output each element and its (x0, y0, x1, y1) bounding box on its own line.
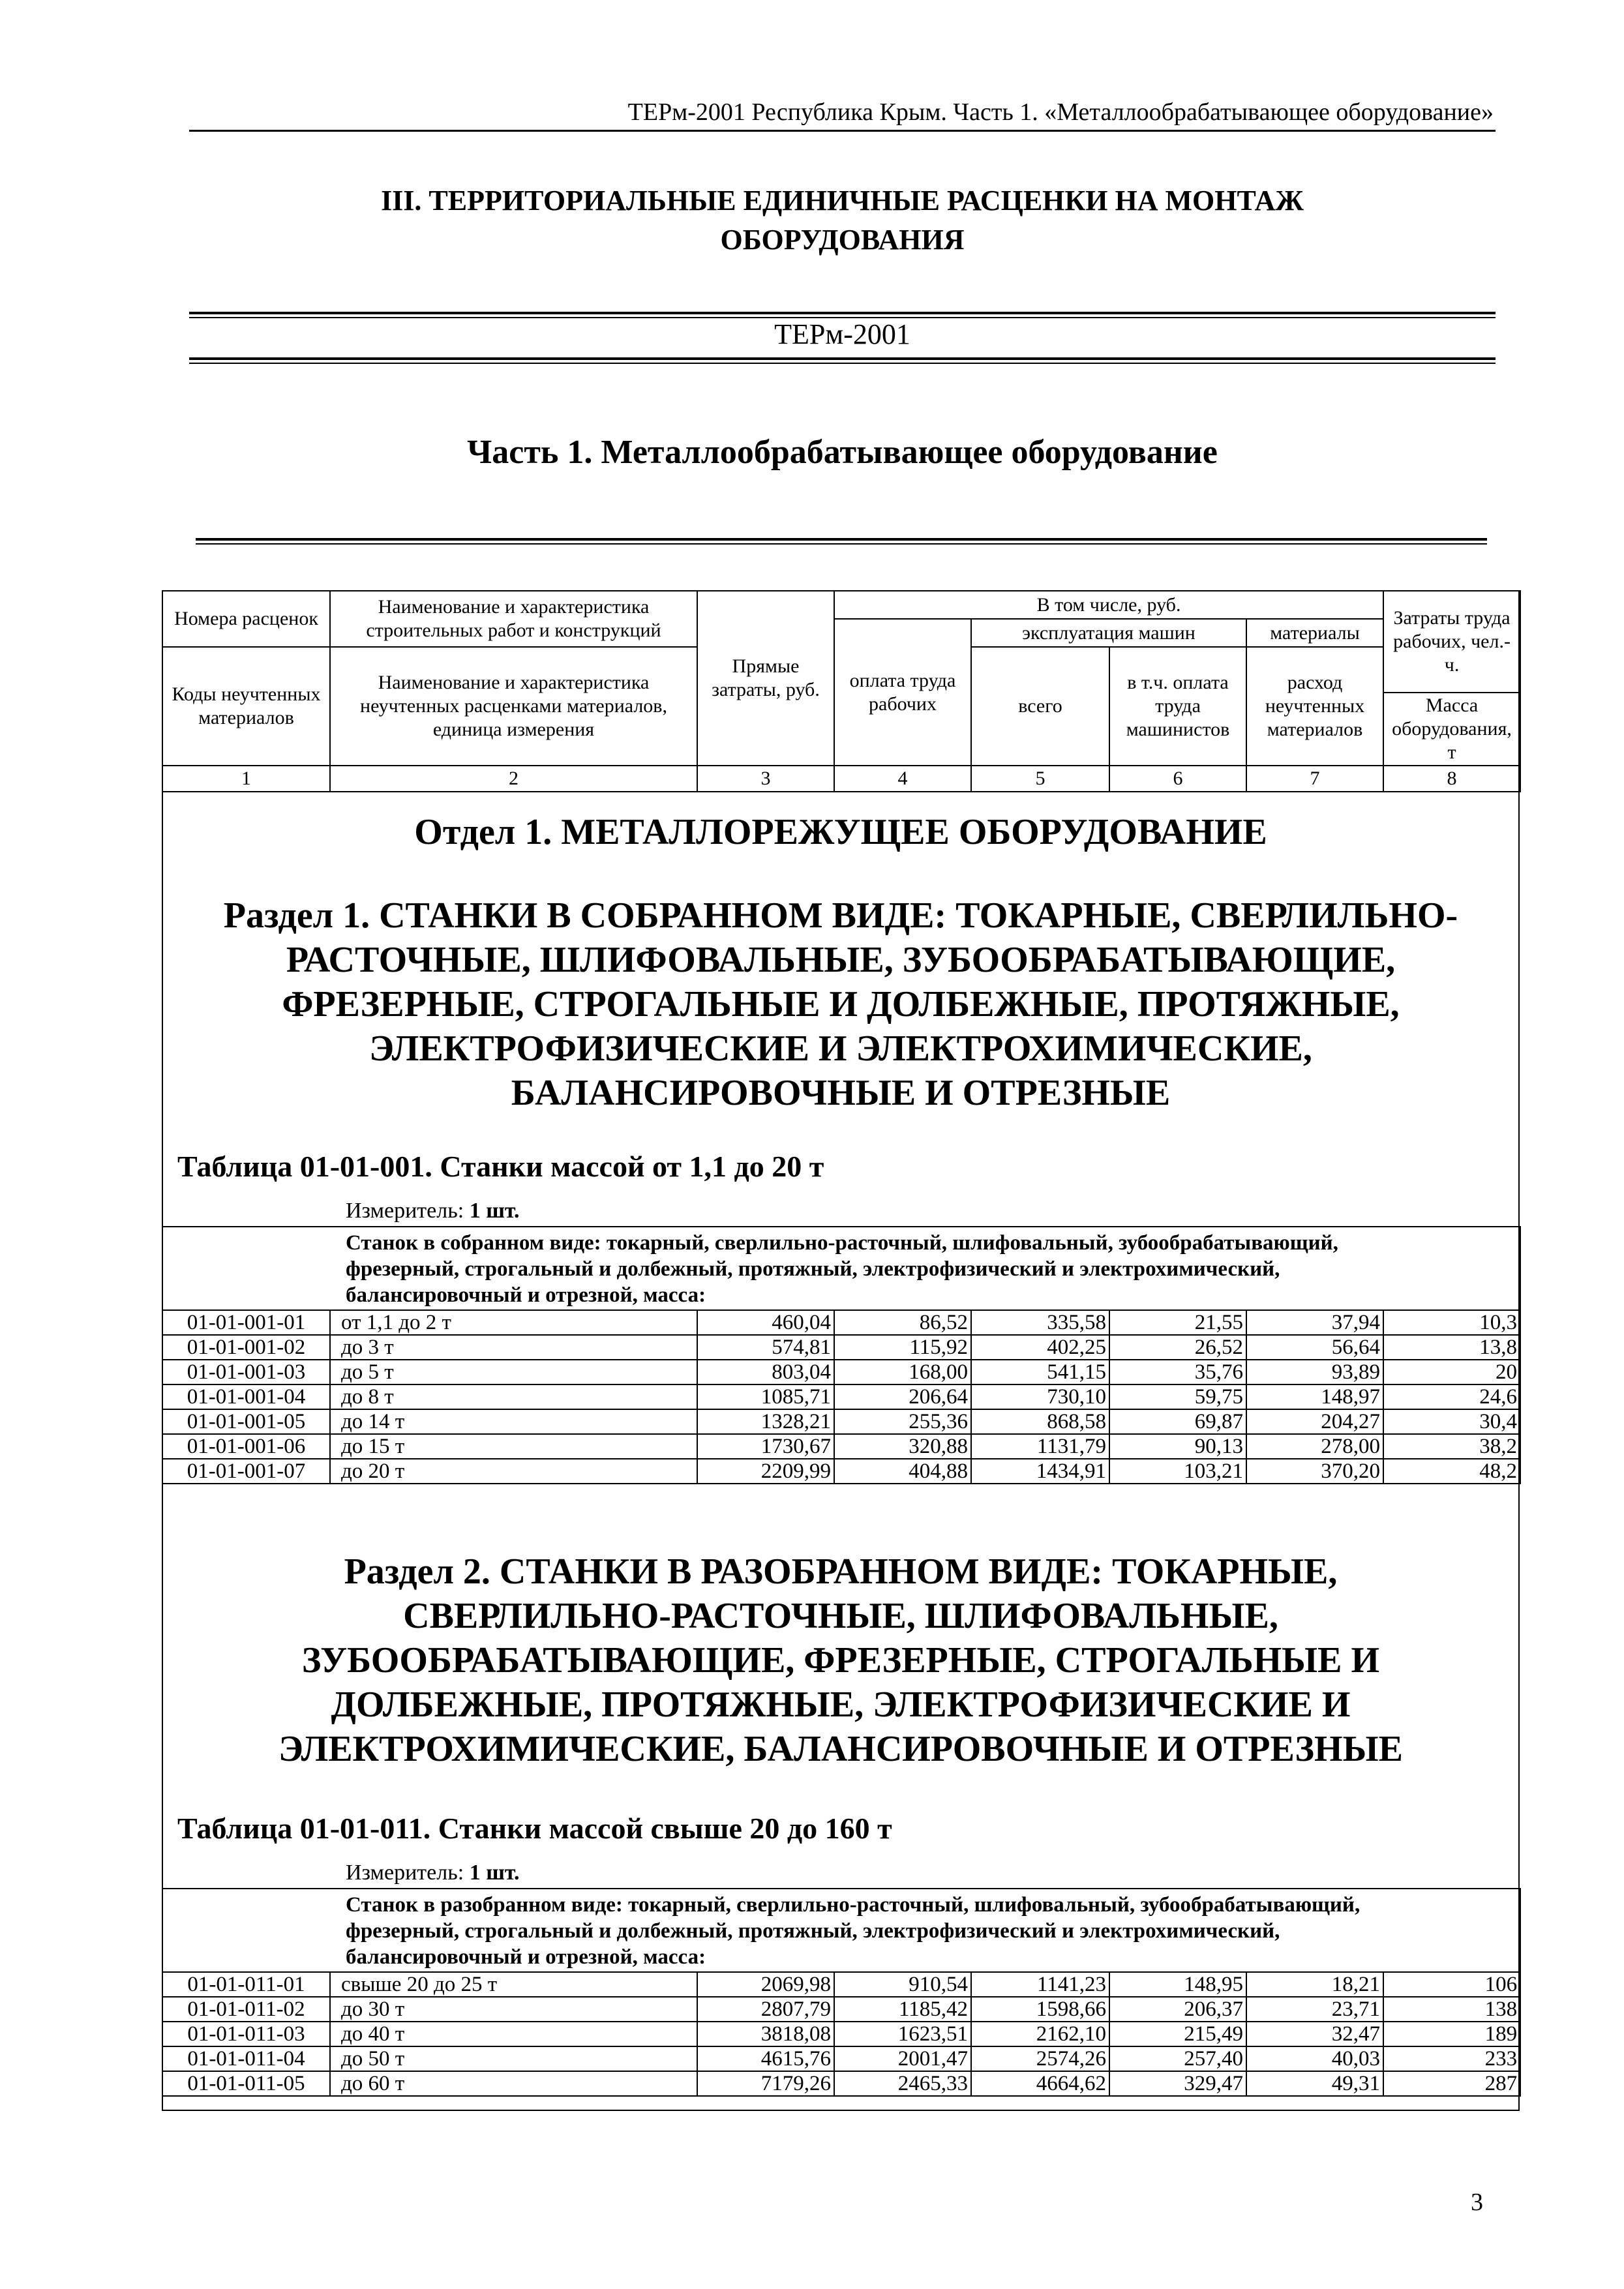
section-title-line: БАЛАНСИРОВОЧНЫЕ И ОТРЕЗНЫЕ (511, 1073, 1171, 1113)
worker-pay: 206,64 (834, 1384, 971, 1409)
column-number: 1 (162, 766, 330, 792)
materials: 37,94 (1246, 1310, 1383, 1335)
column-number: 2 (330, 766, 697, 792)
section-title-line: Раздел 1. СТАНКИ В СОБРАННОМ ВИДЕ: ТОКАРНЫЕ, СВЕРЛИЛЬНО- (223, 895, 1458, 936)
section-title-line: ЭЛЕКТРОХИМИЧЕСКИЕ, БАЛАНСИРОВОЧНЫЕ И ОТРЕЗНЫЕ (278, 1729, 1403, 1769)
column-number: 4 (834, 766, 971, 792)
table-1-title: Таблица 01-01-001. Станки массой от 1,1 до 20 т (177, 1150, 824, 1183)
operator-pay: 90,13 (1109, 1434, 1246, 1459)
rate-name: до 20 т (330, 1459, 697, 1484)
header-operator-pay: в т.ч. оплата труда машинистов (1109, 647, 1246, 766)
labor-or-mass: 138 (1383, 1997, 1520, 2022)
machines-total: 4664,62 (971, 2071, 1109, 2096)
header-materials: материалы (1246, 619, 1383, 647)
operator-pay: 59,75 (1109, 1384, 1246, 1409)
direct-costs: 2069,98 (697, 1972, 834, 1997)
rates-table-2 (162, 1888, 1521, 2097)
materials: 32,47 (1246, 2022, 1383, 2046)
labor-or-mass: 20 (1383, 1360, 1520, 1384)
header-rule (189, 130, 1496, 132)
section-title-line: ЭЛЕКТРОФИЗИЧЕСКИЕ И ЭЛЕКТРОХИМИЧЕСКИЕ, (369, 1028, 1312, 1069)
machines-total: 1141,23 (971, 1972, 1109, 1997)
header-rate-numbers: Номера расценок (162, 591, 330, 647)
table-row (162, 1360, 1520, 1384)
operator-pay: 35,76 (1109, 1360, 1246, 1384)
labor-or-mass: 13,8 (1383, 1335, 1520, 1360)
materials: 49,31 (1246, 2071, 1383, 2096)
machines-total: 335,58 (971, 1310, 1109, 1335)
part-title: Часть 1. Металлообрабатывающее оборудование (467, 434, 1218, 471)
description-line: балансировочный и отрезной, масса: (346, 1945, 706, 1969)
table-row (162, 1434, 1520, 1459)
direct-costs: 574,81 (697, 1335, 834, 1360)
direct-costs: 460,04 (697, 1310, 834, 1335)
table-description (162, 1227, 1520, 1310)
labor-or-mass: 24,6 (1383, 1384, 1520, 1409)
table-2-measure (346, 1860, 520, 1886)
machines-total: 730,10 (971, 1384, 1109, 1409)
table-row (162, 1384, 1520, 1409)
header-direct-costs: Прямые затраты, руб. (697, 591, 834, 766)
direct-costs: 4615,76 (697, 2046, 834, 2071)
header-material-codes: Коды неучтенных материалов (162, 647, 330, 766)
description-line: фрезерный, строгальный и долбежный, протяжный, электрофизический и электрохимический, (346, 1919, 1280, 1943)
rate-code: 01-01-001-01 (162, 1310, 330, 1335)
materials: 204,27 (1246, 1409, 1383, 1434)
labor-or-mass: 189 (1383, 2022, 1520, 2046)
worker-pay: 1623,51 (834, 2022, 971, 2046)
column-number: 7 (1246, 766, 1383, 792)
table-row (162, 2022, 1520, 2046)
materials: 278,00 (1246, 1434, 1383, 1459)
labor-or-mass: 233 (1383, 2046, 1520, 2071)
column-header-table (162, 590, 1521, 792)
rates-table-1 (162, 1226, 1521, 1484)
rate-name: свыше 20 до 25 т (330, 1972, 697, 1997)
materials: 40,03 (1246, 2046, 1383, 2071)
table-row (162, 1459, 1520, 1484)
direct-costs: 1328,21 (697, 1409, 834, 1434)
main-title-line: III. ТЕРРИТОРИАЛЬНЫЕ ЕДИНИЧНЫЕ РАСЦЕНКИ НА МОНТАЖ (381, 185, 1304, 217)
worker-pay: 910,54 (834, 1972, 971, 1997)
section-title-line: Раздел 2. СТАНКИ В РАЗОБРАННОМ ВИДЕ: ТОКАРНЫЕ, (344, 1551, 1338, 1592)
operator-pay: 103,21 (1109, 1459, 1246, 1484)
labor-or-mass: 30,4 (1383, 1409, 1520, 1434)
rate-name: от 1,1 до 2 т (330, 1310, 697, 1335)
materials: 148,97 (1246, 1384, 1383, 1409)
table-1-measure (346, 1198, 520, 1224)
column-number: 5 (971, 766, 1109, 792)
rate-name: до 14 т (330, 1409, 697, 1434)
rate-name: до 30 т (330, 1997, 697, 2022)
rate-name: до 3 т (330, 1335, 697, 1360)
labor-or-mass: 287 (1383, 2071, 1520, 2096)
table-row (162, 2071, 1520, 2096)
worker-pay: 2001,47 (834, 2046, 971, 2071)
operator-pay: 148,95 (1109, 1972, 1246, 1997)
header-machines-total: всего (971, 647, 1109, 766)
machines-total: 402,25 (971, 1335, 1109, 1360)
main-title (189, 181, 1496, 260)
section-title-line: ДОЛБЕЖНЫЕ, ПРОТЯЖНЫЕ, ЭЛЕКТРОФИЗИЧЕСКИЕ И (331, 1684, 1351, 1725)
header-equipment-mass: Масса оборудования, т (1383, 693, 1520, 766)
operator-pay: 206,37 (1109, 1997, 1246, 2022)
measure-label: Измеритель: (346, 1199, 464, 1223)
direct-costs: 1730,67 (697, 1434, 834, 1459)
labor-or-mass: 10,3 (1383, 1310, 1520, 1335)
table-description (162, 1889, 1520, 1972)
rate-name: до 15 т (330, 1434, 697, 1459)
operator-pay: 26,52 (1109, 1335, 1246, 1360)
table-row (162, 2046, 1520, 2071)
description-line: фрезерный, строгальный и долбежный, протяжный, электрофизический и электрохимический, (346, 1257, 1280, 1281)
worker-pay: 168,00 (834, 1360, 971, 1384)
section-title-line: ФРЕЗЕРНЫЕ, СТРОГАЛЬНЫЕ И ДОЛБЕЖНЫЕ, ПРОТЯЖНЫЕ, (282, 984, 1400, 1025)
header-material-use: расход неучтенных материалов (1246, 647, 1383, 766)
worker-pay: 115,92 (834, 1335, 971, 1360)
worker-pay: 404,88 (834, 1459, 971, 1484)
double-rule (189, 357, 1496, 364)
header-work-name: Наименование и характеристика строительных работ и конструкций (330, 591, 697, 647)
machines-total: 2162,10 (971, 2022, 1109, 2046)
rate-code: 01-01-011-03 (162, 2022, 330, 2046)
machines-total: 1131,79 (971, 1434, 1109, 1459)
table-2-title: Таблица 01-01-011. Станки массой свыше 20 до 160 т (177, 1812, 892, 1845)
rate-code: 01-01-001-07 (162, 1459, 330, 1484)
header-material-names: Наименование и характеристика неучтенных расценками материалов, единица измерения (330, 647, 697, 766)
worker-pay: 1185,42 (834, 1997, 971, 2022)
machines-total: 541,15 (971, 1360, 1109, 1384)
rate-code: 01-01-001-05 (162, 1409, 330, 1434)
machines-total: 868,58 (971, 1409, 1109, 1434)
rate-name: до 40 т (330, 2022, 697, 2046)
worker-pay: 86,52 (834, 1310, 971, 1335)
column-number: 6 (1109, 766, 1246, 792)
rate-name: до 5 т (330, 1360, 697, 1384)
column-number: 8 (1383, 766, 1520, 792)
measure-value: 1 шт. (469, 1861, 520, 1885)
section-2-title (163, 1549, 1518, 1771)
header-machines: эксплуатация машин (971, 619, 1246, 647)
rate-code: 01-01-011-05 (162, 2071, 330, 2096)
direct-costs: 803,04 (697, 1360, 834, 1384)
labor-or-mass: 48,2 (1383, 1459, 1520, 1484)
header-worker-pay: оплата труда рабочих (834, 619, 971, 766)
measure-label: Измеритель: (346, 1861, 464, 1885)
description-line: балансировочный и отрезной, масса: (346, 1283, 706, 1307)
header-labor-costs: Затраты труда рабочих, чел.-ч. (1383, 591, 1520, 693)
labor-or-mass: 38,2 (1383, 1434, 1520, 1459)
section-title-line: СВЕРЛИЛЬНО-РАСТОЧНЫЕ, ШЛИФОВАЛЬНЫЕ, (403, 1596, 1278, 1636)
description-line: Станок в собранном виде: токарный, сверлильно-расточный, шлифовальный, зубообрабатывающий, (346, 1231, 1338, 1255)
table-row (162, 1997, 1520, 2022)
rate-name: до 60 т (330, 2071, 697, 2096)
worker-pay: 2465,33 (834, 2071, 971, 2096)
machines-total: 1598,66 (971, 1997, 1109, 2022)
table-row (162, 1972, 1520, 1997)
section-1-title (163, 893, 1518, 1115)
operator-pay: 69,87 (1109, 1409, 1246, 1434)
table-row (162, 1409, 1520, 1434)
machines-total: 1434,91 (971, 1459, 1109, 1484)
materials: 370,20 (1246, 1459, 1383, 1484)
rate-code: 01-01-001-04 (162, 1384, 330, 1409)
main-title-line: ОБОРУДОВАНИЯ (720, 224, 965, 256)
operator-pay: 257,40 (1109, 2046, 1246, 2071)
direct-costs: 2209,99 (697, 1459, 834, 1484)
double-rule (196, 538, 1487, 545)
table-row (162, 1310, 1520, 1335)
rate-code: 01-01-001-02 (162, 1335, 330, 1360)
rate-code: 01-01-001-03 (162, 1360, 330, 1384)
operator-pay: 21,55 (1109, 1310, 1246, 1335)
rate-code: 01-01-001-06 (162, 1434, 330, 1459)
materials: 23,71 (1246, 1997, 1383, 2022)
rate-code: 01-01-011-04 (162, 2046, 330, 2071)
materials: 56,64 (1246, 1335, 1383, 1360)
rate-name: до 50 т (330, 2046, 697, 2071)
rate-code: 01-01-011-01 (162, 1972, 330, 1997)
direct-costs: 7179,26 (697, 2071, 834, 2096)
page-number: 3 (1471, 2189, 1483, 2216)
column-number: 3 (697, 766, 834, 792)
running-header: ТЕРм-2001 Республика Крым. Часть 1. «Металлообрабатывающее оборудование» (627, 98, 1494, 126)
book-code: ТЕРм-2001 (774, 318, 910, 350)
section-title-line: РАСТОЧНЫЕ, ШЛИФОВАЛЬНЫЕ, ЗУБООБРАБАТЫВАЮЩИЕ, (286, 940, 1396, 980)
direct-costs: 1085,71 (697, 1384, 834, 1409)
direct-costs: 2807,79 (697, 1997, 834, 2022)
materials: 93,89 (1246, 1360, 1383, 1384)
machines-total: 2574,26 (971, 2046, 1109, 2071)
description-line: Станок в разобранном виде: токарный, сверлильно-расточный, шлифовальный, зубообрабатывающий, (346, 1893, 1361, 1917)
worker-pay: 255,36 (834, 1409, 971, 1434)
operator-pay: 329,47 (1109, 2071, 1246, 2096)
operator-pay: 215,49 (1109, 2022, 1246, 2046)
section-title-line: ЗУБООБРАБАТЫВАЮЩИЕ, ФРЕЗЕРНЫЕ, СТРОГАЛЬНЫЕ И (301, 1640, 1380, 1681)
rate-name: до 8 т (330, 1384, 697, 1409)
labor-or-mass: 106 (1383, 1972, 1520, 1997)
materials: 18,21 (1246, 1972, 1383, 1997)
rate-code: 01-01-011-02 (162, 1997, 330, 2022)
otdel-title: Отдел 1. МЕТАЛЛОРЕЖУЩЕЕ ОБОРУДОВАНИЕ (414, 812, 1267, 852)
header-in-total: В том числе, руб. (834, 591, 1383, 619)
table-row (162, 1335, 1520, 1360)
worker-pay: 320,88 (834, 1434, 971, 1459)
measure-value: 1 шт. (469, 1199, 520, 1223)
direct-costs: 3818,08 (697, 2022, 834, 2046)
